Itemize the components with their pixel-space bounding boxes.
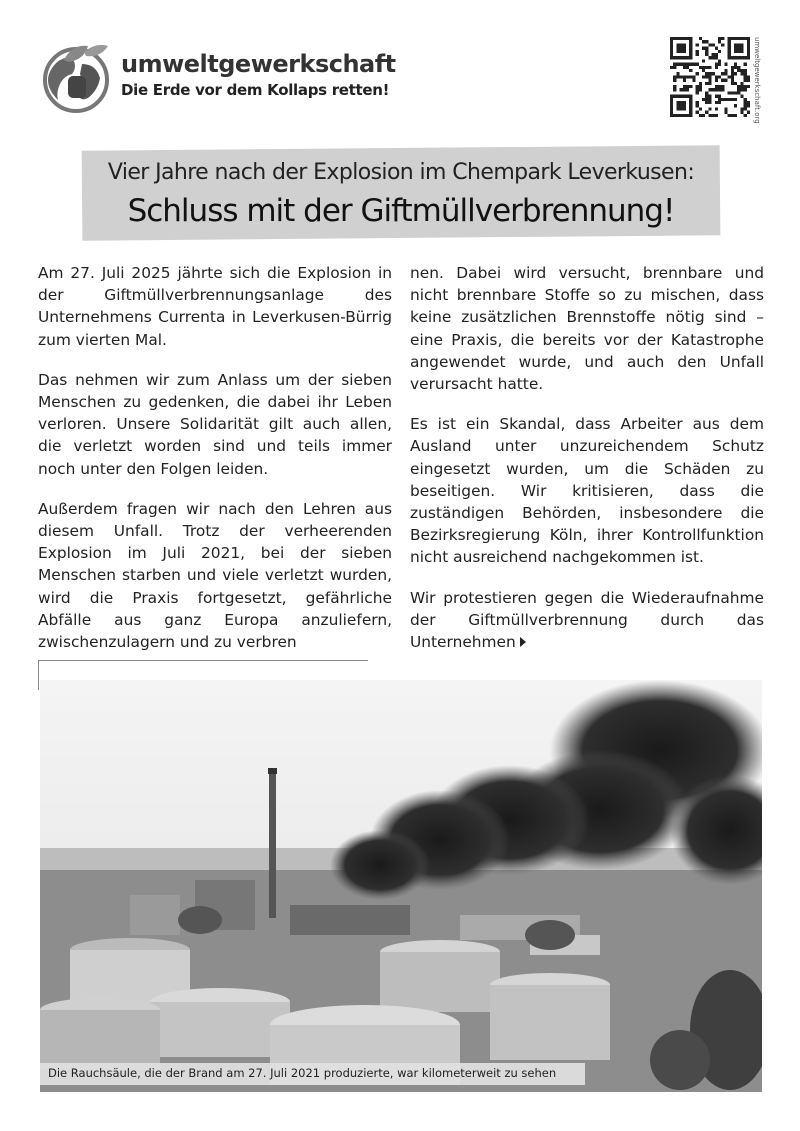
qr-code <box>670 37 750 117</box>
paragraph: Es ist ein Skandal, dass Arbeiter aus dem Ausland unter unzureichendem Schutz eingesetzt wurden, um die Schäden zu beseitigen. Wir kritisieren, dass die zuständigen Behörden, insbesondere die Bezirksregierung Köln, ihrer Kontrollfunktion nicht ausreichend nachgekommen ist. <box>410 415 764 567</box>
paragraph: Außerdem fragen wir nach den Lehren aus diesem Unfall. Trotz der verheerenden Explosion im Juli 2021, bei der sieben Menschen starben und viele verletzt wurden, wird die Praxis fortgesetzt, gefährliche Abfälle aus ganz Europa anzuliefern, zwischenzulagern und zu verbren <box>38 499 392 652</box>
page-subtitle: Vier Jahre nach der Explosion im Chempark Leverkusen: <box>107 160 695 185</box>
paragraph: Am 27. Juli 2025 jährte sich die Explosion in der Giftmüllverbrennungsanlage des Unternehmens Currenta in Leverkusen-Bürrig zum vierten Mal. <box>38 264 392 349</box>
frame-line <box>38 660 368 661</box>
earth-fist-leaf-icon <box>38 38 114 114</box>
text-column-right <box>410 262 764 671</box>
text-column-left <box>38 262 392 671</box>
paragraph <box>410 587 764 654</box>
paragraph: nen. Dabei wird versucht, brennbare und nicht brennbare Stoffe so zu mischen, dass keine zusätzlichen Brennstoffe nötig sind – eine Praxis, die bereits vor der Katastrophe angewendet wurde, und auch den Unfall verursacht hatte. <box>410 264 764 394</box>
paragraph-text: Wir protestieren gegen die Wiederaufnahme der Giftmüllverbrennung durch das Unternehmen <box>410 588 764 652</box>
arrow-right-icon <box>520 637 526 647</box>
page-title: Schluss mit der Giftmüllverbrennung! <box>127 193 675 229</box>
photo-caption: Die Rauchsäule, die der Brand am 27. Juli 2021 produzierte, war kilometerweit zu sehen <box>48 1066 557 1080</box>
smoke-photo <box>40 680 762 1092</box>
org-name: umweltgewerkschaft <box>121 50 396 78</box>
frame-line <box>38 660 39 690</box>
paragraph: Das nehmen wir zum Anlass um der sieben Menschen zu gedenken, die dabei ihr Leben verloren. Unsere Solidarität gilt auch allen, die verletzt worden sind und teils immer noch unter den Folgen leiden. <box>38 370 392 478</box>
org-slogan: Die Erde vor dem Kollaps retten! <box>121 81 390 99</box>
qr-url: umweltgewerkschaft.org <box>753 37 761 124</box>
